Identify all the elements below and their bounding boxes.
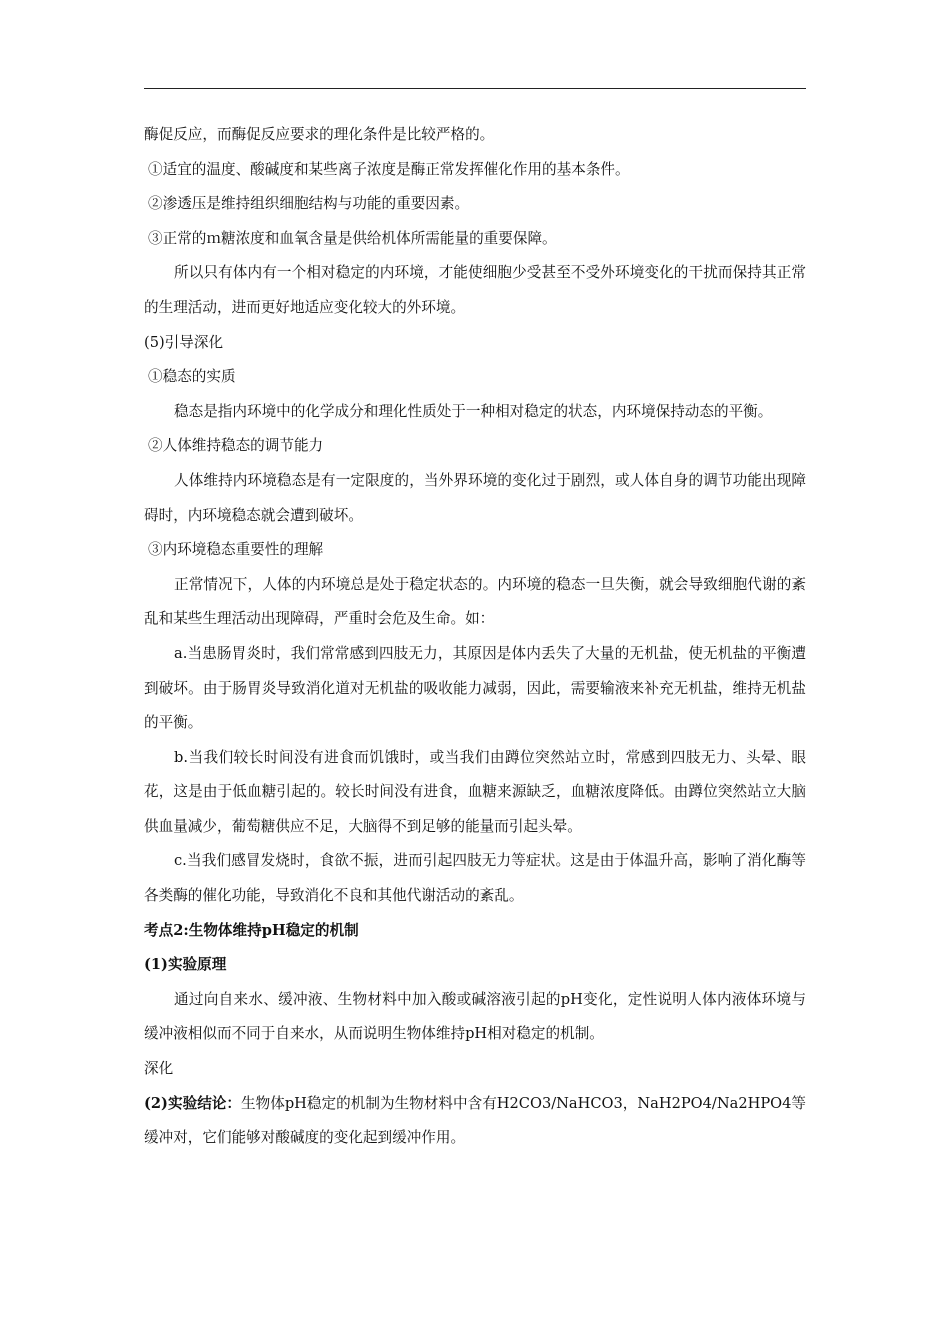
conclusion-text: 生物体pH稳定的机制为生物材料中含有H2CO3/NaHCO3，NaH2PO4/Na2HPO4等缓冲对，它们能够对酸碱度的变化起到缓冲作用。 <box>144 1094 807 1147</box>
section-heading-5: (5)引导深化 <box>144 333 224 351</box>
example-c: c.当我们感冒发烧时，食欲不振，进而引起四肢无力等症状。这是由于体温升高，影响了消化酶等各类酶的催化功能，导致消化不良和其他代谢活动的紊乱。 <box>144 852 806 905</box>
conclusion-label: (2)实验结论： <box>144 1094 242 1112</box>
list-item-1: ①适宜的温度、酸碱度和某些离子浓度是酶正常发挥催化作用的基本条件。 <box>148 160 630 178</box>
example-b: b.当我们较长时间没有进食而饥饿时，或当我们由蹲位突然站立时，常感到四肢无力、头晕、眼花，这是由于低血糖引起的。较长时间没有进食，血糖来源缺乏，血糖浓度降低。由蹲位突然站立大脑供血量减少，葡萄糖供应不足，大脑得不到足够的能量而引起头晕。 <box>144 748 806 835</box>
paragraph-summary: 所以只有体内有一个相对稳定的内环境，才能使细胞少受甚至不受外环境变化的干扰而保持其正常的生理活动，进而更好地适应变化较大的外环境。 <box>144 264 806 316</box>
label-deepen: 深化 <box>144 1060 174 1078</box>
subheading-3: ③内环境稳态重要性的理解 <box>148 541 324 559</box>
subheading-2: ②人体维持稳态的调节能力 <box>148 437 324 455</box>
section-heading-principle: (1)实验原理 <box>144 956 227 974</box>
list-item-2: ②渗透压是维持组织细胞结构与功能的重要因素。 <box>148 195 470 213</box>
section-heading-kaodian2: 考点2:生物体维持pH稳定的机制 <box>144 921 359 939</box>
subheading-1: ①稳态的实质 <box>148 368 236 386</box>
header-rule <box>144 88 806 89</box>
list-item-3: ③正常的ｍ糖浓度和血氧含量是供给机体所需能量的重要保障。 <box>148 229 557 247</box>
paragraph-importance: 正常情况下，人体的内环境总是处于稳定状态的。内环境的稳态一旦失衡，就会导致细胞代谢的紊乱和某些生理活动出现障碍，严重时会危及生命。如： <box>144 575 806 628</box>
paragraph-conclusion <box>144 1087 806 1156</box>
document-body <box>144 118 806 1156</box>
paragraph-principle: 通过向自来水、缓冲液、生物材料中加入酸或碱溶液引起的pH变化，定性说明人体内液体环境与缓冲液相似而不同于自来水，从而说明生物体维持pH相对稳定的机制。 <box>144 990 806 1043</box>
paragraph-homeostasis: 稳态是指内环境中的化学成分和理化性质处于一种相对稳定的状态，内环境保持动态的平衡。 <box>174 402 773 420</box>
paragraph-line: 酶促反应，而酶促反应要求的理化条件是比较严格的。 <box>144 126 495 143</box>
paragraph-regulation: 人体维持内环境稳态是有一定限度的，当外界环境的变化过于剧烈，或人体自身的调节功能出现障碍时，内环境稳态就会遭到破坏。 <box>144 471 806 524</box>
example-a: a.当患肠胃炎时，我们常常感到四肢无力，其原因是体内丢失了大量的无机盐，使无机盐的平衡遭到破坏。由于肠胃炎导致消化道对无机盐的吸收能力减弱，因此，需要输液来补充无机盐，维持无机盐的平衡。 <box>144 644 806 732</box>
